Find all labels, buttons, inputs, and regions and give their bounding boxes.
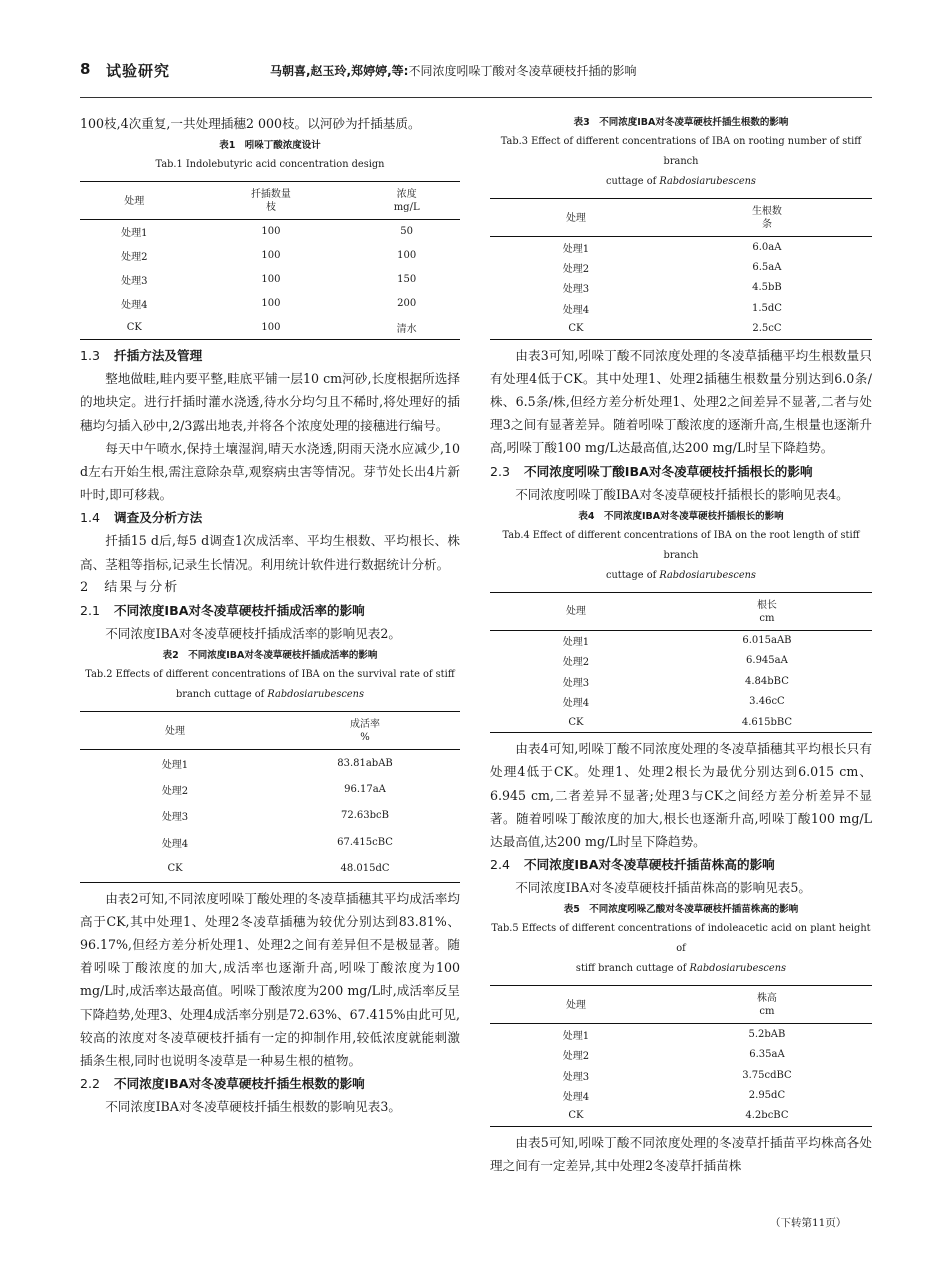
paragraph: 不同浓度IBA对冬凌草硬枝扦插生根数的影响见表3。 — [105, 1099, 401, 1115]
page-number: 8 — [80, 60, 91, 78]
paragraph: 由表3可知,吲哚丁酸不同浓度处理的冬凌草插穗平均生根数量只有处理4低于CK。其中处理1、处理2插穗生根数量分别达到6.0条/株、6.5条/株,但经方差分析处理1、处理2之间差异不显著,二者与处理3之间有显著差异。随着吲哚丁酸浓度的逐渐升高,生根量也逐渐升高,吲哚丁酸100 mg/L达最高值,达200 mg/L时呈下降趋势。 — [490, 347, 872, 456]
table-row: 处理2 6.945aA — [562, 655, 788, 669]
journal-section: 试验研究 — [106, 62, 171, 80]
table-row: 处理1 83.81abAB — [161, 757, 393, 771]
paragraph: 整地做畦,畦内要平整,畦底平铺一层10 cm河砂,长度根据所选择的地块定。进行扦插时灌水浇透,待水分均匀且不稀时,将处理好的插穗均匀插入砂中,2/3露出地表,并将各个浓度处理的接穗进行编号。 — [80, 371, 460, 433]
table-row: CK 2.5cC — [490, 319, 872, 340]
table5-header-treatment: 处理 — [565, 999, 586, 1011]
table2-caption-cn: 表2 不同浓度IBA对冬凌草硬枝扦插成活率的影响 — [162, 650, 378, 662]
table-row: 处理4 3.46cC — [562, 696, 785, 710]
table4-header-root-length: 根长 cm — [756, 599, 777, 624]
table-2 — [80, 711, 460, 883]
table3-caption-en: Tab.3 Effect of different concentrations of IBA on rooting number of stiff branch cuttage of Rabdosiarubescens — [500, 136, 862, 187]
table4-header-treatment: 处理 — [565, 606, 586, 618]
paragraph: 由表2可知,不同浓度吲哚丁酸处理的冬凌草插穗其平均成活率均高于CK,其中处理1、处理2冬凌草插穗为较优分别达到83.81%、96.17%,但经方差分析处理1、处理2之间有差异但不是极显著。随着吲哚丁酸浓度的加大,成活率也逐渐升高,吲哚丁酸浓度为100 mg/L时,成活率达最高值。吲哚丁酸浓度为200 mg/L时,成活率反呈下降趋势,处理3、处理4成活率分别是72.63%、67.415%由此可见,较高的浓度对冬凌草硬枝扦插有一定的抑制作用,较低浓度就能刺激插条生根,同时也说明冬凌草是一种易生根的植物。 — [80, 890, 460, 1068]
table-row: 处理4 67.415cBC — [161, 836, 393, 850]
table2-caption-en: Tab.2 Effects of different concentrations of IBA on the survival rate of stiff branch cuttage of Rabdosiarubescens — [85, 669, 455, 701]
table3-header-treatment: 处理 — [565, 212, 586, 224]
table-4 — [490, 592, 872, 734]
table-row: 处理3 72.63bcB — [161, 810, 389, 824]
table-row: 处理1 6.0aA — [562, 241, 782, 255]
table5-header-plant-height: 株高 cm — [756, 993, 777, 1018]
running-authors: 马朝喜,赵玉玲,郑婷婷,等: — [270, 64, 409, 78]
table-row: CK 4.615bBC — [490, 712, 872, 733]
section-heading-2-3: 2.3 不同浓度吲哚丁酸IBA对冬凌草硬枝扦插根长的影响 — [490, 463, 813, 479]
table1-header-concentration: 浓度 mg/L — [393, 189, 420, 214]
table-row: CK 4.2bcBC — [490, 1106, 872, 1127]
table1-header-count: 扦插数量 枝 — [250, 189, 291, 214]
page-header — [80, 58, 872, 98]
table-row: 处理1 5.2bAB — [562, 1028, 786, 1042]
table1-caption-cn: 表1 吲哚丁酸浓度设计 — [219, 140, 321, 152]
paragraph: 不同浓度IBA对冬凌草硬枝扦插苗株高的影响见表5。 — [515, 880, 811, 896]
table-row: 处理1 100 50 — [121, 226, 414, 240]
section-heading-1-3: 1.3 扦插方法及管理 — [80, 348, 203, 364]
paragraph: 不同浓度吲哚丁酸IBA对冬凌草硬枝扦插根长的影响见表4。 — [515, 486, 849, 502]
table-3 — [490, 198, 872, 340]
section-heading-2-4: 2.4 不同浓度IBA对冬凌草硬枝扦插苗株高的影响 — [490, 857, 775, 873]
table4-caption-en: Tab.4 Effect of different concentrations of IBA on the root length of stiff branch cuttage of Rabdosiarubescens — [502, 529, 860, 581]
running-article-title: 不同浓度吲哚丁酸对冬凌草硬枝扦插的影响 — [408, 64, 637, 78]
table1-header-treatment: 处理 — [124, 195, 145, 207]
paragraph: 扦插15 d后,每5 d调查1次成活率、平均生根数、平均根长、株高、茎粗等指标,记录生长情况。利用统计软件进行数据统计分析。 — [80, 533, 460, 572]
table-row: 处理2 6.5aA — [562, 261, 782, 275]
left-column — [80, 112, 460, 1118]
table-row: 处理4 1.5dC — [562, 302, 782, 316]
table-row: 处理3 3.75cdBC — [562, 1069, 792, 1083]
running-title — [270, 62, 637, 79]
continued-note: （下转第11页） — [770, 1217, 847, 1229]
table-row: 处理3 4.84bBC — [562, 675, 789, 689]
paragraph: 由表4可知,吲哚丁酸不同浓度处理的冬凌草插穗其平均根长只有处理4低于CK。处理1、处理2根长为最优分别达到6.015 cm、6.945 cm,二者差异不显著;处理3与CK之间经方差分析差异不显著。随着吲哚丁酸浓度的加大,根长也逐渐升高,吲哚丁酸100 mg/L达最高值,达200 mg/L时呈下降趋势。 — [490, 741, 872, 850]
section-heading-2-1: 2.1 不同浓度IBA对冬凌草硬枝扦插成活率的影响 — [80, 602, 365, 618]
table3-caption-cn: 表3 不同浓度IBA对冬凌草硬枝扦插生根数的影响 — [573, 117, 789, 128]
table5-caption-en: Tab.5 Effects of different concentrations of indoleacetic acid on plant height of stiff branch cuttage of Rabdosiarubescens — [491, 923, 871, 975]
section-heading-2-2: 2.2 不同浓度IBA对冬凌草硬枝扦插生根数的影响 — [80, 1076, 365, 1092]
section-heading-2: 2 结果与分析 — [80, 579, 180, 595]
table-row: CK 48.015dC — [80, 856, 460, 883]
paragraph-intro: 100枝,4次重复,一共处理插穗2 000枝。以河砂为扦插基质。 — [80, 116, 421, 131]
table-row: 处理1 6.015aAB — [562, 635, 792, 649]
table5-caption-cn: 表5 不同浓度吲哚乙酸对冬凌草硬枝扦插苗株高的影响 — [563, 904, 799, 916]
table-row: 处理2 6.35aA — [562, 1049, 785, 1063]
table1-caption-en: Tab.1 Indolebutyric acid concentration design — [155, 159, 385, 171]
table-row: CK 100 清水 — [80, 316, 460, 340]
table-row: 处理3 4.5bB — [562, 282, 782, 296]
paragraph: 由表5可知,吲哚丁酸不同浓度处理的冬凌草扦插苗平均株高各处理之间有一定差异,其中处理2冬凌草扦插苗株 — [490, 1134, 872, 1174]
table-row: 处理4 2.95dC — [562, 1090, 786, 1104]
table-row: 处理2 96.17aA — [161, 783, 386, 797]
paragraph: 不同浓度IBA对冬凌草硬枝扦插成活率的影响见表2。 — [105, 625, 401, 641]
table-row: 处理2 100 100 — [121, 250, 417, 264]
table2-header-survival: 成活率 % — [350, 719, 380, 744]
right-column — [490, 112, 872, 1177]
table-1 — [80, 181, 460, 340]
table2-header-treatment: 处理 — [165, 725, 185, 737]
table-row: 处理4 100 200 — [121, 298, 417, 312]
section-heading-1-4: 1.4 调查及分析方法 — [80, 510, 203, 526]
table3-header-rooting-number: 生根数 条 — [751, 206, 782, 230]
table4-caption-cn: 表4 不同浓度IBA对冬凌草硬枝扦插根长的影响 — [578, 510, 784, 522]
table-row: 处理3 100 150 — [121, 274, 417, 288]
paragraph: 每天中午喷水,保持土壤湿润,晴天水浇透,阴雨天浇水应减少,10 d左右开始生根,需注意除杂草,观察病虫害等情况。芽节处长出4片新叶时,即可移栽。 — [80, 440, 460, 503]
table-5 — [490, 985, 872, 1127]
